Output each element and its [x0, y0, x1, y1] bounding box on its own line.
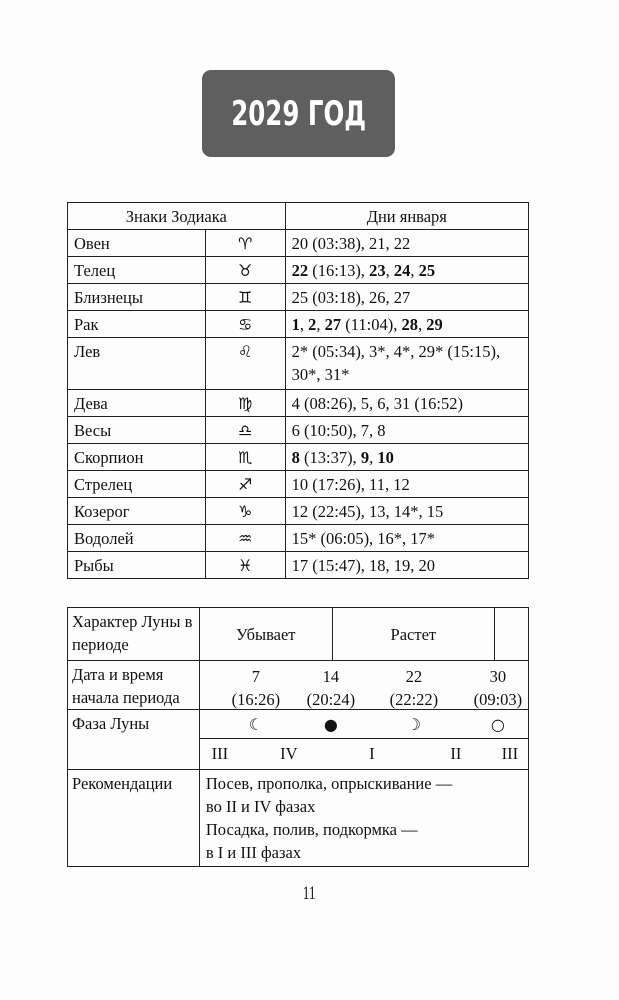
zodiac-day-part: 2: [308, 315, 317, 334]
zodiac-day-part: ,: [299, 315, 309, 334]
zodiac-symbol-icon: ♊: [205, 284, 285, 311]
zodiac-sign-name: Рак: [68, 311, 206, 338]
zodiac-table: [67, 202, 529, 579]
zodiac-sign-name: Скорпион: [68, 444, 206, 471]
zodiac-day-part: 25: [418, 261, 436, 280]
zodiac-day-part: ,: [369, 448, 378, 467]
quarter-label-empty: [68, 739, 200, 770]
moon-character-label: Характер Луны в периоде: [68, 608, 200, 661]
quarter-2: IV: [280, 744, 298, 763]
period-waning: Убывает: [199, 608, 332, 661]
recommend-line-1: Посев, прополка, опрыскивание —: [205, 774, 453, 793]
zodiac-day-part: 9: [360, 448, 370, 467]
zodiac-day-part: ,: [417, 315, 427, 334]
zodiac-symbol-icon: ♑: [205, 498, 285, 525]
zodiac-day-part: 12 (22:45), 13, 14*, 15: [291, 502, 444, 521]
zodiac-day-part: ,: [410, 261, 419, 280]
zodiac-day-part: 17 (15:47), 18, 19, 20: [291, 556, 436, 575]
moon-phase-symbols: [199, 710, 528, 739]
zodiac-day-part: (13:37),: [299, 448, 361, 467]
year-title: 2029 ГОД: [231, 93, 366, 134]
quarter-3: I: [369, 744, 375, 763]
new-moon-icon: ●: [323, 715, 338, 734]
zodiac-symbol-icon: ♐: [205, 471, 285, 498]
zodiac-days: [285, 390, 528, 417]
moon-quarter-row: [68, 739, 529, 770]
zodiac-sign-name: Весы: [68, 417, 206, 444]
zodiac-day-part: 29: [426, 315, 443, 334]
zodiac-symbol-icon: ♍: [205, 390, 285, 417]
zodiac-sign-name: Козерог: [68, 498, 206, 525]
zodiac-sign-name: Дева: [68, 390, 206, 417]
moon-phase-label: Фаза Луны: [68, 710, 200, 739]
zodiac-day-part: 10: [377, 448, 394, 467]
quarter-4: II: [450, 744, 462, 763]
period-waxing: Растет: [332, 608, 494, 661]
zodiac-day-part: 28: [401, 315, 418, 334]
zodiac-row: [68, 552, 529, 579]
zodiac-days: [285, 338, 528, 390]
recommend-line-4: в I и III фазах: [205, 843, 302, 862]
zodiac-header-row: [68, 203, 529, 230]
zodiac-day-part: ,: [385, 261, 394, 280]
recommendations-row: [68, 770, 529, 867]
recommendations-label: Рекомендации: [68, 770, 200, 867]
full-moon-icon: ○: [490, 715, 505, 734]
zodiac-day-part: 2* (05:34), 3*, 4*, 29* (15:15), 30*, 31*: [291, 342, 501, 384]
zodiac-day-part: 4 (08:26), 5, 6, 31 (16:52): [291, 394, 464, 413]
zodiac-symbol-icon: ♌: [205, 338, 285, 390]
zodiac-day-part: 24: [393, 261, 411, 280]
zodiac-days: [285, 471, 528, 498]
quarter-1: III: [211, 744, 229, 763]
zodiac-row: [68, 417, 529, 444]
zodiac-day-part: 1: [291, 315, 300, 334]
zodiac-row: [68, 390, 529, 417]
zodiac-row: [68, 471, 529, 498]
zodiac-symbol-icon: ♈: [205, 230, 285, 257]
zodiac-symbol-icon: ♓: [205, 552, 285, 579]
zodiac-days: [285, 498, 528, 525]
zodiac-sign-name: Стрелец: [68, 471, 206, 498]
zodiac-sign-name: Овен: [68, 230, 206, 257]
period-start-1: 7 (16:26): [231, 667, 281, 709]
zodiac-day-part: 25 (03:18), 26, 27: [291, 288, 411, 307]
page-number: 11: [303, 883, 316, 904]
recommendations-text: [199, 770, 528, 867]
moon-datetime-row: [68, 661, 529, 710]
zodiac-day-part: (16:13),: [308, 261, 370, 280]
zodiac-row: [68, 230, 529, 257]
moon-quarters: [199, 739, 528, 770]
zodiac-symbol-icon: ♎: [205, 417, 285, 444]
recommend-line-2: во II и IV фазах: [205, 797, 316, 816]
zodiac-days: [285, 230, 528, 257]
zodiac-day-part: 23: [369, 261, 386, 280]
zodiac-day-part: 8: [291, 448, 300, 467]
header-zodiac-signs: Знаки Зодиака: [68, 203, 286, 230]
zodiac-symbol-icon: ♒: [205, 525, 285, 552]
zodiac-row: [68, 338, 529, 390]
recommend-line-3: Посадка, полив, подкормка —: [205, 820, 418, 839]
zodiac-day-part: (11:04),: [341, 315, 402, 334]
zodiac-day-part: 27: [324, 315, 342, 334]
moon-character-row: [68, 608, 529, 661]
zodiac-days: [285, 417, 528, 444]
zodiac-sign-name: Телец: [68, 257, 206, 284]
zodiac-days: [285, 525, 528, 552]
zodiac-sign-name: Близнецы: [68, 284, 206, 311]
period-start-4: 30 (09:03): [473, 667, 523, 709]
zodiac-day-part: 10 (17:26), 11, 12: [291, 475, 410, 494]
zodiac-row: [68, 257, 529, 284]
moon-datetime-label: Дата и время начала периода: [68, 661, 200, 710]
zodiac-sign-name: Рыбы: [68, 552, 206, 579]
year-title-box: [202, 70, 395, 157]
zodiac-day-part: 22: [291, 261, 309, 280]
waning-crescent-icon: ☾: [248, 715, 264, 734]
zodiac-row: [68, 525, 529, 552]
header-january-days: Дни января: [285, 203, 528, 230]
zodiac-symbol-icon: ♋: [205, 311, 285, 338]
zodiac-days: [285, 257, 528, 284]
period-start-3: 22 (22:22): [389, 667, 439, 709]
moon-datetime-values: [199, 661, 528, 710]
zodiac-days: [285, 552, 528, 579]
zodiac-day-part: ,: [316, 315, 325, 334]
zodiac-row: [68, 498, 529, 525]
zodiac-row: [68, 311, 529, 338]
zodiac-days: [285, 284, 528, 311]
zodiac-day-part: 6 (10:50), 7, 8: [291, 421, 386, 440]
zodiac-day-part: 15* (06:05), 16*, 17*: [291, 529, 436, 548]
moon-phase-row: [68, 710, 529, 739]
waxing-crescent-icon: ☽: [406, 715, 422, 734]
zodiac-symbol-icon: ♏: [205, 444, 285, 471]
period-empty-cell: [495, 608, 529, 661]
moon-table: [67, 607, 529, 867]
quarter-5: III: [501, 744, 519, 763]
zodiac-day-part: 20 (03:38), 21, 22: [291, 234, 411, 253]
zodiac-symbol-icon: ♉: [205, 257, 285, 284]
zodiac-row: [68, 444, 529, 471]
zodiac-sign-name: Лев: [68, 338, 206, 390]
zodiac-row: [68, 284, 529, 311]
zodiac-days: [285, 311, 528, 338]
zodiac-days: [285, 444, 528, 471]
zodiac-sign-name: Водолей: [68, 525, 206, 552]
period-start-2: 14 (20:24): [306, 667, 356, 709]
